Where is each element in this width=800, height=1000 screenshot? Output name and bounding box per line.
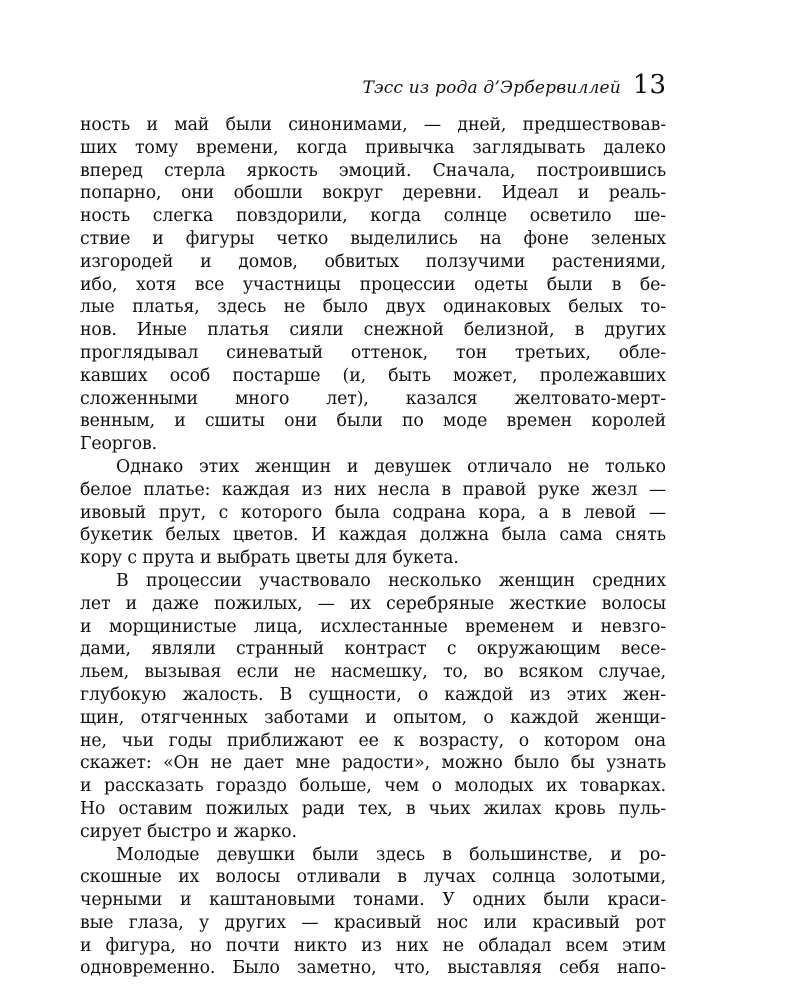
text-line: изгородей и домов, обвитых ползучими растениями, bbox=[80, 251, 666, 272]
text-line: венным, и сшиты они были по моде времен королей bbox=[80, 411, 666, 432]
paragraph-first-line: Молодые девушки были здесь в большинстве, и ро- bbox=[116, 844, 666, 865]
text-line: одновременно. Было заметно, что, выставляя себя напо- bbox=[80, 958, 666, 979]
body-text bbox=[80, 114, 666, 980]
text-line: лет и даже пожилых, — их серебряные жесткие волосы bbox=[80, 593, 666, 614]
text-line: глубокую жалость. В сущности, о каждой из этих жен- bbox=[80, 684, 666, 705]
text-line: белое платье: каждая из них несла в правой руке жезл — bbox=[80, 479, 666, 500]
text-line: ивовый прут, с которого была содрана кора, а в левой — bbox=[80, 502, 666, 523]
text-line: Георгов. bbox=[80, 434, 158, 455]
text-line: ших тому времени, когда привычка заглядывать далеко bbox=[80, 137, 666, 158]
text-line: льем, вызывая если не насмешку, то, во всяком случае, bbox=[80, 662, 666, 683]
paragraph-first-line: Однако этих женщин и девушек отличало не только bbox=[116, 456, 666, 477]
text-line: ность и май были синонимами, — дней, предшествовав- bbox=[80, 115, 666, 135]
text-line: скажет: «Он не дает мне радости», можно было бы узнать bbox=[80, 753, 666, 774]
text-line: и рассказать гораздо больше, чем о молодых их товарках. bbox=[80, 776, 666, 797]
page-number: 13 bbox=[632, 70, 666, 100]
text-line: ность слегка повздорили, когда солнце осветило ше- bbox=[80, 206, 666, 227]
text-line: проглядывал синеватый оттенок, тон третьих, обле- bbox=[80, 342, 666, 363]
text-line: вые глаза, у других — красивый нос или красивый рот bbox=[80, 912, 666, 933]
paragraph-first-line: В процессии участвовало несколько женщин средних bbox=[116, 570, 666, 591]
text-line: ибо, хотя все участницы процессии одеты были в бе- bbox=[80, 274, 666, 295]
text-line: дами, являли странный контраст с окружающим весе- bbox=[80, 639, 666, 660]
text-line: кору с прута и выбрать цветы для букета. bbox=[80, 548, 459, 569]
text-line: ствие и фигуры четко выделились на фоне зеленых bbox=[80, 228, 666, 249]
text-line: черными и каштановыми тонами. У одних были краси- bbox=[80, 890, 666, 911]
text-line: вперед стерла яркость эмоций. Сначала, построившись bbox=[80, 160, 666, 181]
text-line: и морщинистые лица, исхлестанные временем и невзго- bbox=[80, 616, 666, 637]
text-line: букетик белых цветов. И каждая должна была сама снять bbox=[80, 525, 666, 546]
text-line: попарно, они обошли вокруг деревни. Идеал и реаль- bbox=[80, 183, 666, 204]
running-title: Тэсс из рода д’Эрбервиллей bbox=[362, 78, 621, 98]
text-line: лые платья, здесь не было двух одинаковых белых то- bbox=[80, 297, 666, 318]
text-line: Но оставим пожилых ради тех, в чьих жилах кровь пуль- bbox=[80, 798, 666, 819]
text-line: щин, отягченных заботами и опытом, о каждой женщи- bbox=[80, 707, 666, 728]
text-line: сложенными много лет), казался желтовато-мерт- bbox=[80, 388, 666, 409]
text-line: сирует быстро и жарко. bbox=[80, 821, 297, 842]
text-line: не, чьи годы приближают ее к возрасту, о котором она bbox=[80, 730, 666, 751]
text-line: кавших особ постарше (и, быть может, пролежавших bbox=[80, 365, 666, 386]
text-line: и фигура, но почти никто из них не обладал всем этим bbox=[80, 935, 666, 956]
text-line: нов. Иные платья сияли снежной белизной, в других bbox=[80, 320, 666, 341]
page-header bbox=[80, 70, 666, 102]
text-line: скошные их волосы отливали в лучах солнца золотыми, bbox=[80, 867, 666, 888]
